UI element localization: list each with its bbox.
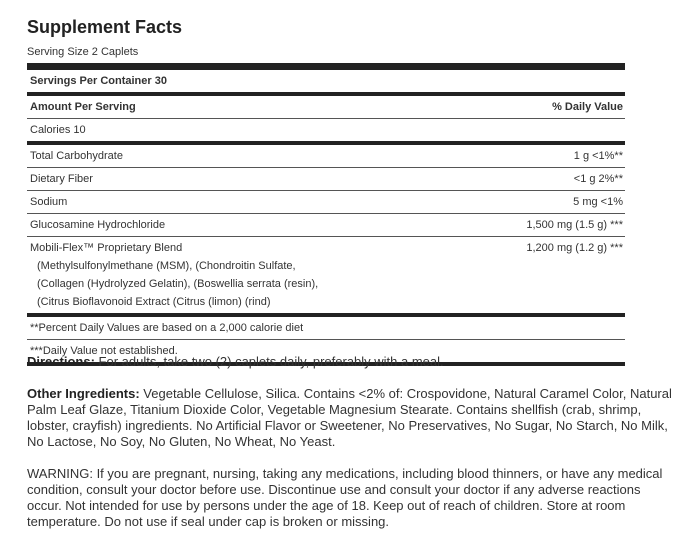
- proprietary-blend-row: [27, 237, 625, 313]
- footnote-not-established: ***Daily Value not established.: [30, 345, 178, 357]
- servings-per-container: [27, 70, 625, 92]
- blend-ingredient-line: (Methylsulfonylmethane (MSM), (Chondroitin Sulfate,: [37, 260, 296, 272]
- blend-header: [30, 242, 623, 255]
- other-ingredients-label: Other Ingredients:: [27, 386, 140, 401]
- nutrient-value: 5 mg <1%: [573, 196, 623, 208]
- servings-per-container-label: Servings Per Container 30: [30, 75, 167, 87]
- nutrient-name: Sodium: [30, 196, 68, 208]
- blend-value: 1,200 mg (1.2 g) ***: [526, 242, 623, 254]
- table-header: [27, 96, 625, 118]
- blend-name: Mobili-Flex™ Proprietary Blend: [30, 242, 183, 254]
- table-row: [27, 168, 625, 190]
- header-amount-per-serving: Amount Per Serving: [30, 101, 136, 113]
- other-ingredients-text: Vegetable Cellulose, Silica. Contains <2% of: Crospovidone, Natural Caramel Color, Natural Palm Leaf Glaze, Titanium Dioxide Color, Vegetable Magnesium Stearate. Contains shellfish (crab, shrimp, lobster, crayfish) ingredients. No Artificial Flavor or Sweetener, No Preservatives, No Sugar, No Starch, No Milk, No Lactose, No Soy, No Gluten, No Wheat, No Yeast.: [27, 386, 672, 449]
- table-row: [27, 145, 625, 167]
- other-ingredients-paragraph: [27, 386, 673, 450]
- table-row: [27, 191, 625, 213]
- serving-size: Serving Size 2 Caplets: [27, 46, 139, 58]
- nutrient-value: 1,500 mg (1.5 g) ***: [526, 219, 623, 231]
- nutrient-name: Total Carbohydrate: [30, 150, 123, 162]
- blend-ingredient-line: (Collagen (Hydrolyzed Gelatin), (Boswellia serrata (resin),: [37, 278, 319, 290]
- blend-ingredient-line: (Citrus Bioflavonoid Extract (Citrus (limon) (rind): [37, 296, 271, 308]
- calories-label: Calories 10: [30, 124, 86, 136]
- warning-paragraph: WARNING: If you are pregnant, nursing, taking any medications, including blood thinners, or have any medical condition, consult your doctor before use. Discontinue use and consult your doctor if any adverse reactions occur. Not intended for use by persons under the age of 18. Keep out of reach of children. Store at room temperature. Do not use if seal under cap is broken or missing.: [27, 466, 663, 529]
- nutrient-value: <1 g 2%**: [573, 173, 623, 185]
- nutrient-value: 1 g <1%**: [573, 150, 623, 162]
- nutrient-name: Glucosamine Hydrochloride: [30, 219, 166, 231]
- divider-thick: [27, 63, 625, 70]
- directions-label: Directions:: [27, 354, 95, 369]
- panel-title: Supplement Facts: [27, 17, 183, 37]
- directions-paragraph: [27, 354, 673, 370]
- supplement-facts-panel: [27, 12, 625, 366]
- table-row: [27, 214, 625, 236]
- header-daily-value: % Daily Value: [552, 101, 623, 113]
- calories-row: [27, 119, 625, 141]
- directions-text: For adults, take two (2) caplets daily, preferably with a meal.: [94, 354, 444, 369]
- footnote-daily-values: **Percent Daily Values are based on a 2,000 calorie diet: [30, 322, 304, 334]
- nutrient-name: Dietary Fiber: [30, 173, 93, 185]
